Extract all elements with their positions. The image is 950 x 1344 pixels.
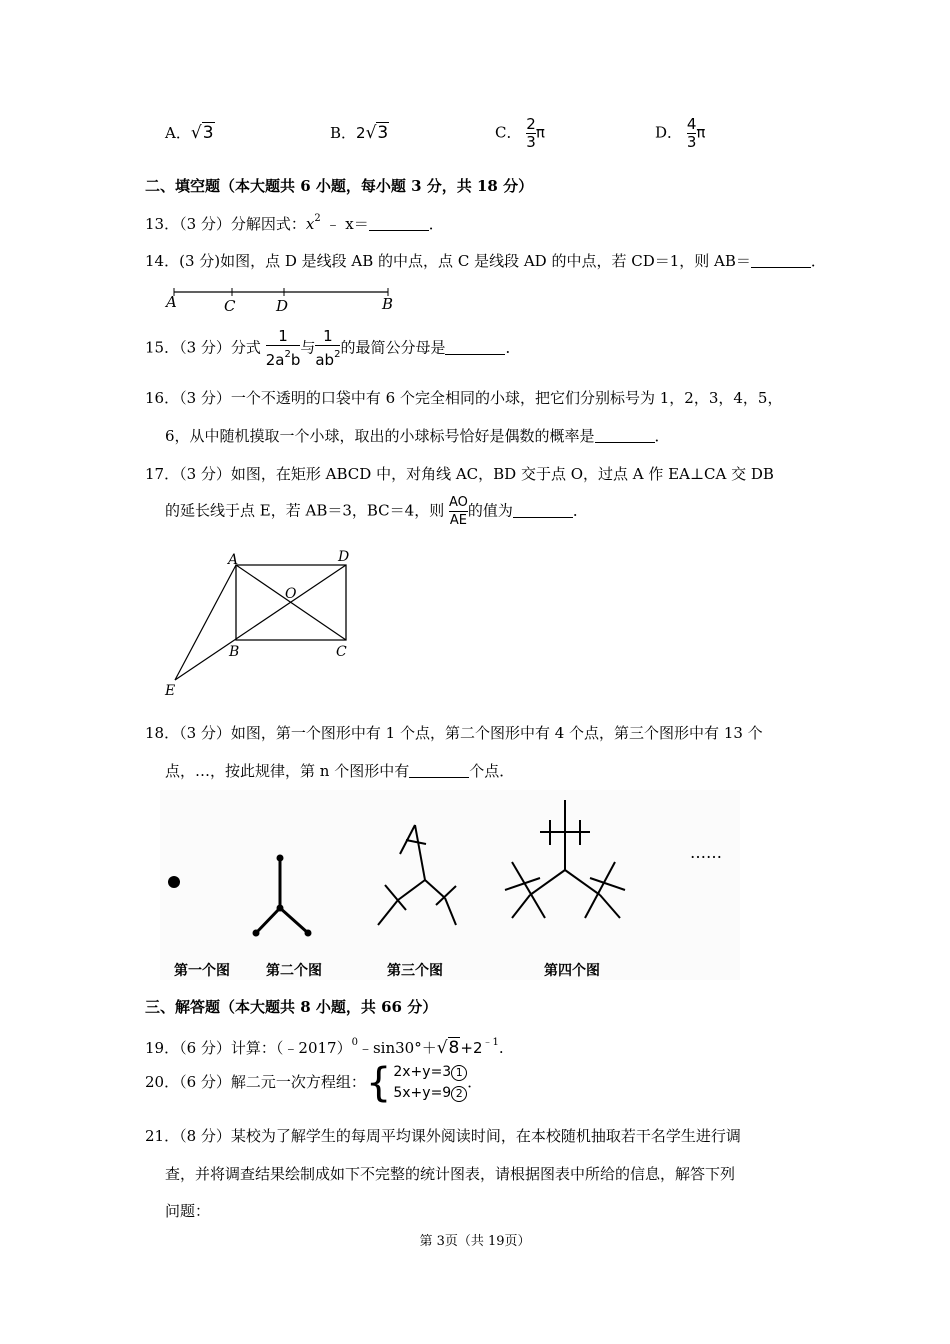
label-b: B bbox=[229, 644, 240, 660]
rectangle-figure bbox=[160, 545, 370, 700]
label-a: A bbox=[166, 293, 177, 311]
question-17-line2: 的延长线于点 E，若 AB＝3，BC＝4，则 $\frac{AO}{AE}$ 的值为 ． bbox=[165, 495, 588, 528]
label-c: C bbox=[336, 644, 347, 660]
question-19: 19．（6 分）计算：$(﹣2017)^0﹣\sin 30^\circ+√8+2^{﹣1}$. bbox=[145, 1037, 504, 1058]
caption-2: 第二个图 bbox=[266, 963, 322, 979]
answer-blank bbox=[445, 353, 505, 355]
brace-icon: { bbox=[365, 1060, 392, 1106]
line-ae bbox=[175, 565, 236, 680]
answer-blank bbox=[513, 516, 573, 518]
label-c: C bbox=[224, 297, 236, 315]
ellipsis: …… bbox=[690, 843, 722, 862]
sqrt-symbol: √3 bbox=[190, 123, 214, 143]
fraction: $\frac{1}{ab^2}$ bbox=[315, 327, 341, 369]
segment-figure bbox=[160, 283, 400, 317]
answer-blank bbox=[409, 776, 469, 778]
equation-system: { 2x+y=3 1 5x+y=9 2 bbox=[366, 1062, 467, 1104]
fraction: $\frac{1}{2a^2b}$ bbox=[265, 327, 301, 369]
question-15: 15．（3 分）分式 $\frac{1}{2a^2b}$ 与 $\frac{1}{ab^2}$ 的最简公分母是 ． bbox=[145, 327, 521, 369]
page-footer: 第 3页（共 19页） bbox=[419, 1234, 531, 1249]
dot-pattern-figure bbox=[160, 790, 740, 980]
caption-3: 第三个图 bbox=[387, 963, 443, 979]
answer-blank bbox=[369, 229, 429, 231]
question-14: 14．(3 分)如图，点 D 是线段 AB 的中点，点 C 是线段 AD 的中点，若 CD＝1，则 AB＝ ． bbox=[145, 252, 826, 270]
question-18-line1: 18．（3 分）如图，第一个图形中有 1 个点，第二个图形中有 4 个点，第三个图形中有 13 个 bbox=[145, 724, 763, 742]
option-c: C． $\frac{2}{3}$ π bbox=[495, 115, 545, 151]
question-21-line2: 查，并将调查结果绘制成如下不完整的统计图表，请根据图表中所给的信息，解答下列 bbox=[165, 1165, 736, 1183]
label-a: A bbox=[228, 552, 239, 568]
question-16-line2: 6，从中随机摸取一个小球，取出的小球标号恰好是偶数的概率是 ． bbox=[165, 427, 670, 445]
option-a: A．√3 bbox=[165, 123, 214, 143]
label-d: D bbox=[338, 549, 350, 565]
sqrt-symbol: √8 bbox=[436, 1038, 460, 1058]
question-17-line1: 17．（3 分）如图，在矩形 ABCD 中，对角线 AC，BD 交于点 O，过点 A 作 EA⊥CA 交 DB bbox=[145, 465, 774, 483]
question-16-line1: 16．（3 分）一个不透明的口袋中有 6 个完全相同的小球，把它们分别标号为 1，2，3，4，5， bbox=[145, 389, 783, 407]
question-20: 20．（6 分）解二元一次方程组： { 2x+y=3 1 5x+y=9 2 ． bbox=[145, 1060, 483, 1106]
answer-blank bbox=[751, 266, 811, 268]
caption-1: 第一个图 bbox=[174, 963, 230, 979]
fraction: $\frac{AO}{AE}$ bbox=[449, 495, 468, 528]
figure-1-dot bbox=[168, 876, 180, 888]
sqrt-symbol: √3 bbox=[365, 123, 389, 143]
label-b: B bbox=[382, 295, 394, 313]
question-21-line1: 21．（8 分）某校为了解学生的每周平均课外阅读时间，在本校随机抽取若干名学生进行调 bbox=[145, 1127, 741, 1145]
label-d: D bbox=[276, 297, 289, 315]
caption-4: 第四个图 bbox=[544, 963, 600, 979]
section-title: 二、填空题（本大题共 6 小题，每小题 3 分，共 18 分） bbox=[145, 177, 534, 195]
question-21-line3: 问题： bbox=[165, 1202, 211, 1220]
option-d: D． $\frac{4}{3}$ π bbox=[655, 115, 706, 151]
option-b: B．2√3 bbox=[330, 123, 389, 143]
fraction: $\frac{4}{3}$ bbox=[686, 115, 697, 151]
question-13: 13．（3 分）分解因式：$x^2$ ﹣ x＝ ． bbox=[145, 213, 444, 233]
section-title: 三、解答题（本大题共 8 小题，共 66 分） bbox=[145, 998, 438, 1016]
question-18-line2: 点，…，按此规律，第 n 个图形中有 个点． bbox=[165, 762, 515, 780]
answer-blank bbox=[595, 441, 655, 443]
figure-background bbox=[160, 790, 740, 980]
fraction: $\frac{2}{3}$ bbox=[526, 115, 536, 151]
label-o: O bbox=[285, 586, 297, 602]
label-e: E bbox=[165, 683, 176, 699]
